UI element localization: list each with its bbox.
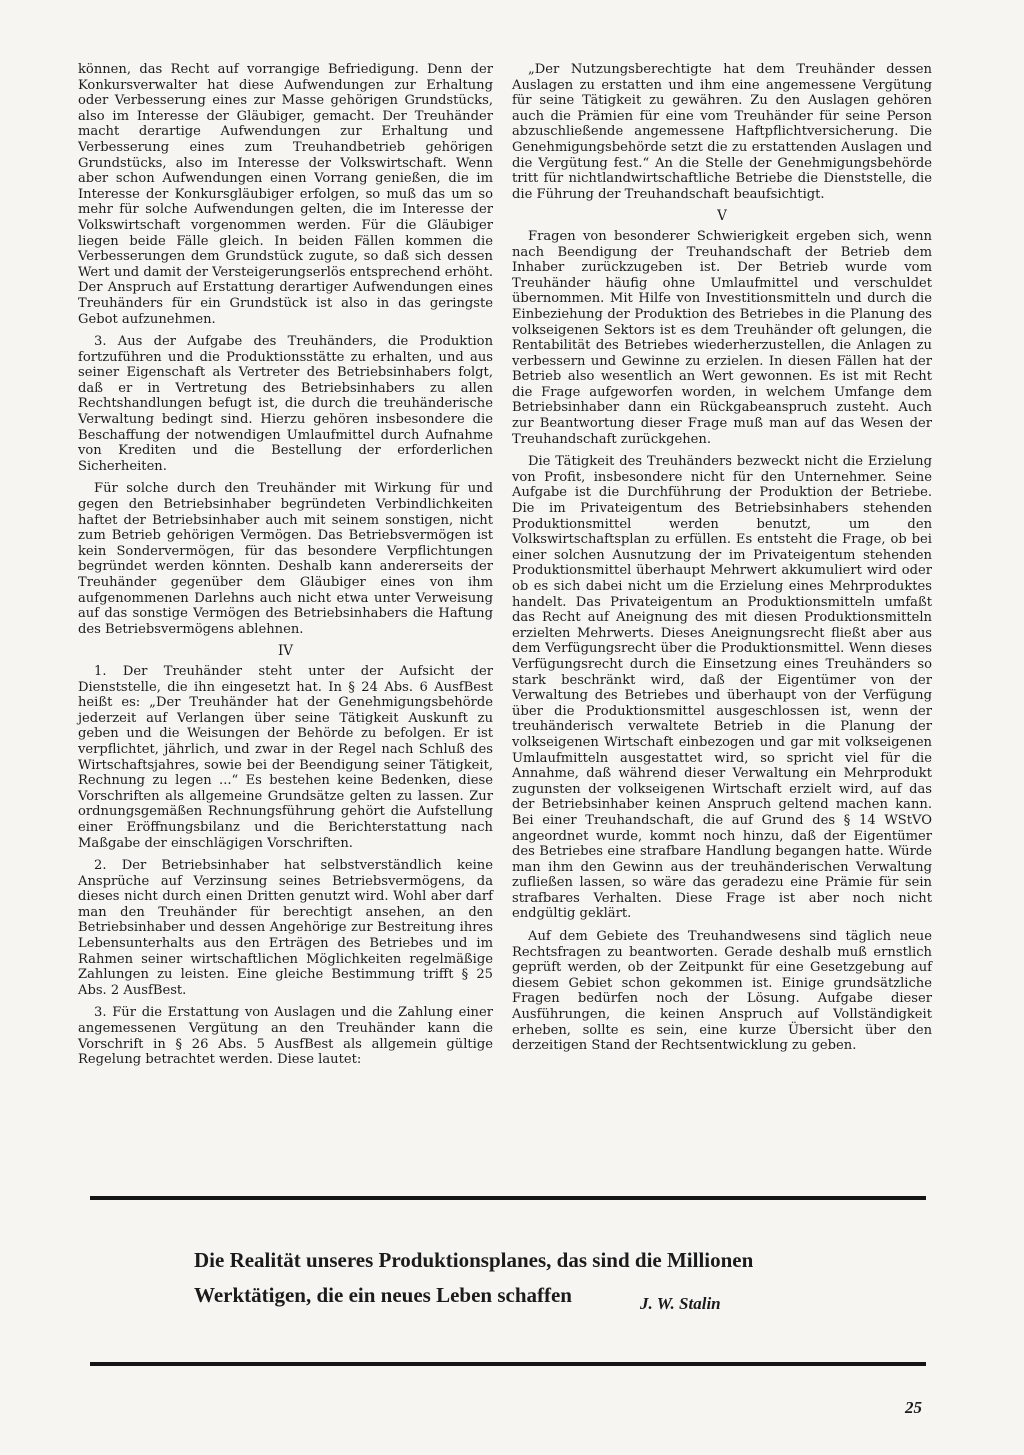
paragraph: 3. Aus der Aufgabe des Treuhänders, die Produktion fortzuführen und die Produktionsstätte zu erhalten, und aus seiner Eigenschaft als Vertreter des Betriebsinhabers folgt, daß er in Vertretung des Betriebsinhabers zu allen Rechtshandlungen befugt ist, die durch die treuhänderische Verwaltung bedingt sind. Hierzu gehören insbesondere die Beschaffung der notwendigen Umlaufmittel durch Aufnahme von Krediten und die Bestellung der erforderlichen Sicherheiten. xyxy=(78,334,493,474)
top-rule xyxy=(90,1196,926,1200)
paragraph: Für solche durch den Treuhänder mit Wirkung für und gegen den Betriebsinhaber begründeten Verbindlichkeiten haftet der Betriebsinhaber auch mit seinem sonstigen, nicht zum Betrieb gehörigen Vermögen. Das Betriebsvermögen ist kein Sondervermögen, für das besondere Verpflichtungen begründet werden könnten. Deshalb kann andererseits der Treuhänder gegenüber dem Gläubiger eines von ihm aufgenommenen Darlehns auch nicht etwa unter Verweisung auf das sonstige Vermögen des Betriebsinhabers die Haftung des Betriebsvermögens ablehnen. xyxy=(78,481,493,637)
paragraph: 2. Der Betriebsinhaber hat selbstverständlich keine Ansprüche auf Verzinsung seines Betriebsvermögens, da dieses nicht durch einen Dritten genutzt wird. Wohl aber darf man den Treuhänder für berechtigt ansehen, an den Betriebsinhaber und dessen Angehörige zur Bestreitung ihres Lebensunterhalts aus den Erträgen des Betriebes und im Rahmen seiner wirtschaftlichen Möglichkeiten regelmäßige Zahlungen zu leisten. Eine gleiche Bestimmung trifft § 25 Abs. 2 AusfBest. xyxy=(78,858,493,998)
right-column xyxy=(512,62,932,1061)
quote-line-2: Werktätigen, die ein neues Leben schaffen xyxy=(194,1283,572,1307)
paragraph: Die Tätigkeit des Treuhänders bezweckt nicht die Erzielung von Profit, insbesondere nicht für den Unternehmer. Seine Aufgabe ist die Durchführung der Produktion der Betriebe. Die im Privateigentum des Betriebsinhabers stehenden Produktionsmittel werden benutzt, um den Volkswirtschaftsplan zu erfüllen. Es entsteht die Frage, ob bei einer solchen Ausnutzung der im Privateigentum stehenden Produktionsmittel überhaupt Mehrwert akkumuliert wird oder ob es sich dabei nicht um die Erzielung eines Mehrproduktes handelt. Das Privateigentum an Produktionsmitteln umfaßt das Recht auf Aneignung des mit diesen Produktionsmitteln erzielten Mehrwerts. Dieses Aneignungsrecht fließt aber aus dem Verfügungsrecht über die Produktionsmittel. Wenn dieses Verfügungsrecht durch die Einsetzung eines Treuhänders so stark beschränkt wird, daß der Eigentümer von der Verwaltung des Betriebes und überhaupt von der Verfügung über die Produktionsmittel ausgeschlossen ist, wenn der treuhänderisch verwaltete Betrieb in die Planung der volkseigenen Wirtschaft einbezogen und gar mit volkseigenen Umlaufmitteln ausgestattet wird, so spricht viel für die Annahme, daß während dieser Verwaltung ein Mehrprodukt zugunsten der volkseigenen Wirtschaft erzielt wird, auf das der Betriebsinhaber keinen Anspruch geltend machen kann. Bei einer Treuhandschaft, die auf Grund des § 14 WStVO angeordnet wurde, kommt noch hinzu, daß der Eigentümer des Betriebes eine strafbare Handlung begangen hatte. Würde man ihm den Gewinn aus der treuhänderischen Verwaltung zufließen lassen, so wäre das geradezu eine Prämie für sein strafbares Verhalten. Diese Frage ist aber noch nicht endgültig geklärt. xyxy=(512,454,932,922)
paragraph: Auf dem Gebiete des Treuhandwesens sind täglich neue Rechtsfragen zu beantworten. Gerade deshalb muß ernstlich geprüft werden, ob der Zeitpunkt für eine Gesetzgebung auf diesem Gebiet schon gekommen ist. Einige grundsätzliche Fragen bedürfen noch der Lösung. Aufgabe dieser Ausführungen, die keinen Anspruch auf Vollständigkeit erheben, sollte es sein, eine kurze Übersicht über den derzeitigen Stand der Rechtsentwicklung zu geben. xyxy=(512,929,932,1054)
bottom-rule xyxy=(90,1362,926,1366)
paragraph: 1. Der Treuhänder steht unter der Aufsicht der Dienststelle, die ihn eingesetzt hat. In § 24 Abs. 6 AusfBest heißt es: „Der Treuhänder hat der Genehmigungsbehörde jederzeit auf Verlangen über seine Tätigkeit Auskunft zu geben und die Weisungen der Behörde zu befolgen. Er ist verpflichtet, jährlich, und zwar in der Regel nach Schluß des Wirtschaftsjahres, sowie bei der Beendigung seiner Tätigkeit, Rechnung zu legen ...“ Es bestehen keine Bedenken, diese Vorschriften als allgemeine Grundsätze gelten zu lassen. Zur ordnungsgemäßen Rechnungsführung gehört die Aufstellung einer Eröffnungsbilanz und die Berichterstattung nach Maßgabe der einschlägigen Vorschriften. xyxy=(78,663,493,851)
paragraph: Fragen von besonderer Schwierigkeit ergeben sich, wenn nach Beendigung der Treuhandschaft der Betrieb dem Inhaber zurückzugeben ist. Der Betrieb wurde vom Treuhänder häufig ohne Umlaufmittel und verschuldet übernommen. Mit Hilfe von Investitionsmitteln und durch die Einbeziehung der Produktion des Betriebes in die Planung des volkseigenen Sektors ist es dem Treuhänder oft gelungen, die Rentabilität des Betriebes wiederherzustellen, die Anlagen zu verbessern und Gewinne zu erzielen. In diesen Fällen hat der Betrieb also wesentlich an Wert gewonnen. Es ist mit Recht die Frage aufgeworfen worden, in welchem Umfange dem Betriebsinhaber dann ein Rückgabeanspruch zusteht. Auch zur Beantwortung dieser Frage muß man auf das Wesen der Treuhandschaft zurückgehen. xyxy=(512,228,932,447)
section-heading-v: V xyxy=(717,208,727,225)
quote-line-1: Die Realität unseres Produktionsplanes, das sind die Millionen xyxy=(194,1248,754,1272)
paragraph: „Der Nutzungsberechtigte hat dem Treuhänder dessen Auslagen zu erstatten und ihm eine angemessene Vergütung für seine Tätigkeit zu gewähren. Zu den Auslagen gehören auch die Prämien für eine vom Treuhänder für seine Person abzuschließende angemessene Haftpflichtversicherung. Die Genehmigungsbehörde setzt die zu erstattenden Auslagen und die Vergütung fest.“ An die Stelle der Genehmigungsbehörde tritt für nichtlandwirtschaftliche Betriebe die Dienststelle, die die Führung der Treuhandschaft beaufsichtigt. xyxy=(512,62,932,202)
page-number: 25 xyxy=(905,1398,922,1417)
paragraph: 3. Für die Erstattung von Auslagen und die Zahlung einer angemessenen Vergütung an den Treuhänder kann die Vorschrift in § 26 Abs. 5 AusfBest als allgemein gültige Regelung betrachtet werden. Diese lautet: xyxy=(78,1005,493,1068)
left-column xyxy=(78,62,493,1075)
paragraph: können, das Recht auf vorrangige Befriedigung. Denn der Konkursverwalter hat diese Aufwendungen zur Erhaltung oder Verbesserung eines zur Masse gehörigen Grundstücks, also im Interesse der Gläubiger, gemacht. Der Treuhänder macht derartige Aufwendungen zur Erhaltung und Verbesserung eines zum Treuhandbetrieb gehörigen Grundstücks, also im Interesse der Volkswirtschaft. Wenn aber schon Aufwendungen einen Vorrang genießen, die im Interesse der Konkursgläubiger erfolgen, so muß das um so mehr für solche Aufwendungen gelten, die im Interesse der Volkswirtschaft vorgenommen werden. Für die Gläubiger liegen beide Fälle gleich. In beiden Fällen kommen die Verbesserungen dem Grundstück zugute, so daß sich dessen Wert und damit der Versteigerungserlös entsprechend erhöht. Der Anspruch auf Erstattung derartiger Aufwendungen eines Treuhänders für ein Grundstück ist also in das geringste Gebot aufzunehmen. xyxy=(78,62,493,327)
quote-author: J. W. Stalin xyxy=(640,1294,721,1313)
section-heading-iv: IV xyxy=(277,643,294,660)
quote-box xyxy=(194,1243,894,1313)
